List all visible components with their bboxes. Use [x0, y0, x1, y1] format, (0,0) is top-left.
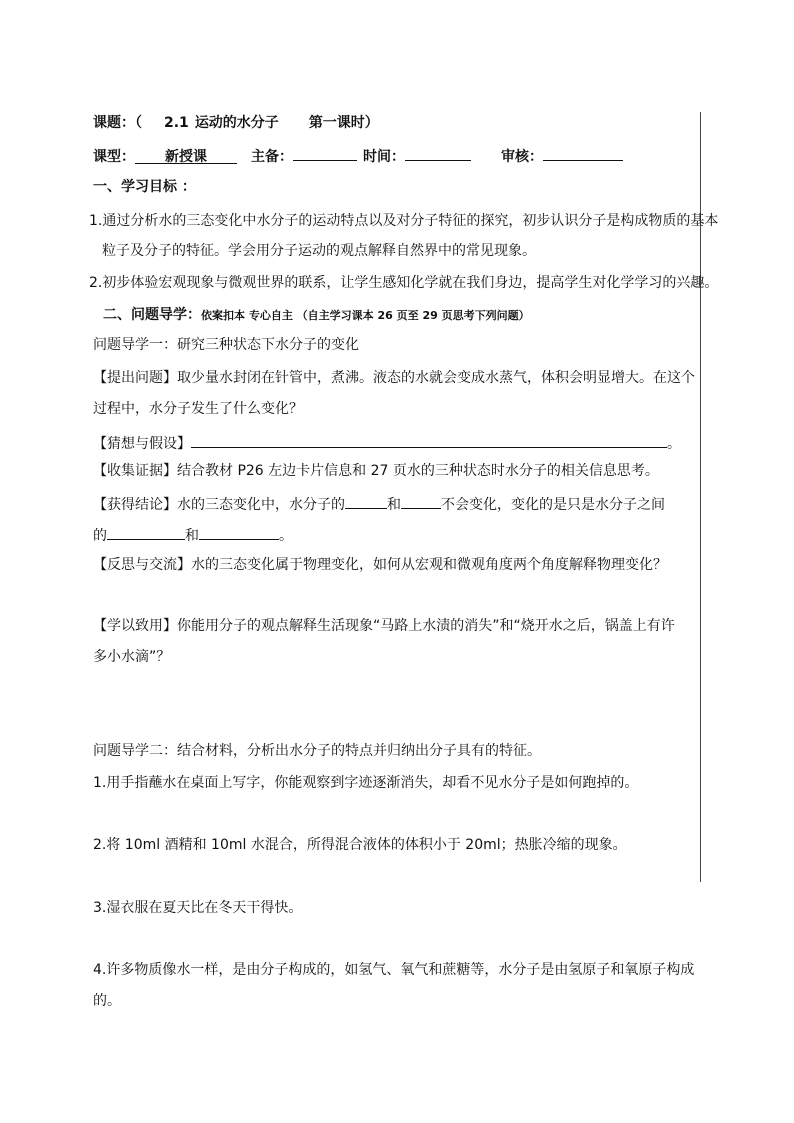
lesson-title: [93, 114, 379, 132]
title-text: 运动的水分子: [194, 115, 279, 131]
title-number: 2.1: [164, 115, 189, 131]
prep-label: 主备：: [251, 149, 293, 165]
apply-line-1: 【学以致用】你能用分子的观点解释生活现象“马路上水渍的消失”和“烧开水之后，锅盖上有许: [93, 618, 675, 634]
guess-end: 。: [667, 436, 681, 452]
conclusion-blank-3[interactable]: [107, 524, 185, 540]
apply-line-2: 多小水滴”？: [93, 649, 171, 665]
goal-2-line-1: [89, 274, 718, 292]
prep-field[interactable]: [293, 145, 357, 161]
material-item-4-line-1: 4.许多物质像水一样，是由分子构成的，如氢气、氧气和蔗糖等，水分子是由氢原子和氧原子构成: [93, 962, 695, 978]
conclusion-text-a: 【获得结论】水的三态变化中，水分子的: [93, 497, 345, 513]
guess-field[interactable]: [191, 432, 667, 448]
material-item-1: 1.用手指蘸水在桌面上写字，你能观察到字迹逐渐消失，却看不见水分子是如何跑掉的。: [93, 775, 639, 791]
type-field[interactable]: [135, 148, 237, 164]
type-label: 课型：: [93, 149, 135, 165]
material-item-3: 3.湿衣服在夏天比在冬天干得快。: [93, 900, 303, 916]
type-value: 新授课: [165, 149, 207, 165]
goal-2-text: 初步体验宏观现象与微观世界的联系，让学生感知化学就在我们身边，提高学生对化学学习的兴趣。: [102, 275, 719, 291]
guess-row: [93, 432, 681, 453]
material-item-4-line-2: 的。: [93, 993, 121, 1009]
conclusion2-end: 。: [279, 528, 293, 544]
conclusion-row-2: [93, 524, 293, 545]
conclusion2-text-a: 的: [93, 528, 107, 544]
goal-1-line-2: 粒子及分子的特征。学会用分子运动的观点解释自然界中的常见现象。: [102, 243, 536, 259]
collect-evidence: 【收集证据】结合教材 P26 左边卡片信息和 27 页水的三种状态时水分子的相关信息思考。: [93, 463, 659, 479]
conclusion-and-1: 和: [387, 497, 401, 513]
goal-1-text: 通过分析水的三态变化中水分子的运动特点以及对分子特征的探究，初步认识分子是构成物质的基本: [102, 213, 719, 229]
time-field[interactable]: [405, 145, 471, 161]
conclusion-blank-1[interactable]: [345, 493, 387, 509]
section2-heading-row: [103, 306, 530, 325]
conclusion-blank-2[interactable]: [401, 493, 441, 509]
section1-heading: 一、学习目标 ：: [93, 179, 196, 195]
raise-question-line-2: 过程中，水分子发生了什么变化？: [93, 401, 303, 417]
q2-title: 问题导学二：结合材料，分析出水分子的特点并归纳出分子具有的特征。: [93, 743, 541, 759]
reflect-exchange: 【反思与交流】水的三态变化属于物理变化，如何从宏观和微观角度两个角度解释物理变化？: [93, 557, 667, 573]
conclusion-text-c: 不会变化，变化的是只是水分子之间: [441, 497, 665, 513]
raise-question-line-1: 【提出问题】取少量水封闭在针管中，煮沸。液态的水就会变成水蒸气，体积会明显增大。在这个: [93, 370, 695, 386]
conclusion-blank-4[interactable]: [199, 524, 279, 540]
review-field[interactable]: [543, 145, 623, 161]
material-item-2: 2.将 10ml 酒精和 10ml 水混合，所得混合液体的体积小于 20ml；热胀冷缩的现象。: [93, 837, 627, 853]
section2-heading: 二、问题导学：: [103, 307, 201, 323]
q1-title: 问题导学一：研究三种状态下水分子的变化: [93, 337, 359, 353]
review-label: 审核：: [501, 149, 543, 165]
title-label: 课题：（: [93, 115, 142, 131]
section2-subheading: 依案扣本 专心自主 （自主学习课本 26 页至 29 页思考下列问题）: [201, 309, 530, 322]
time-label: 时间：: [363, 149, 405, 165]
conclusion-and-2: 和: [185, 528, 199, 544]
goal-1-line-1: [89, 212, 718, 230]
conclusion-row-1: [93, 493, 665, 514]
goal-1-number: 1.: [89, 213, 103, 229]
goal-2-number: 2.: [89, 275, 103, 291]
title-tail: 第一课时）: [308, 115, 379, 131]
guess-label: 【猜想与假设】: [93, 436, 191, 452]
lesson-meta: [93, 145, 623, 166]
